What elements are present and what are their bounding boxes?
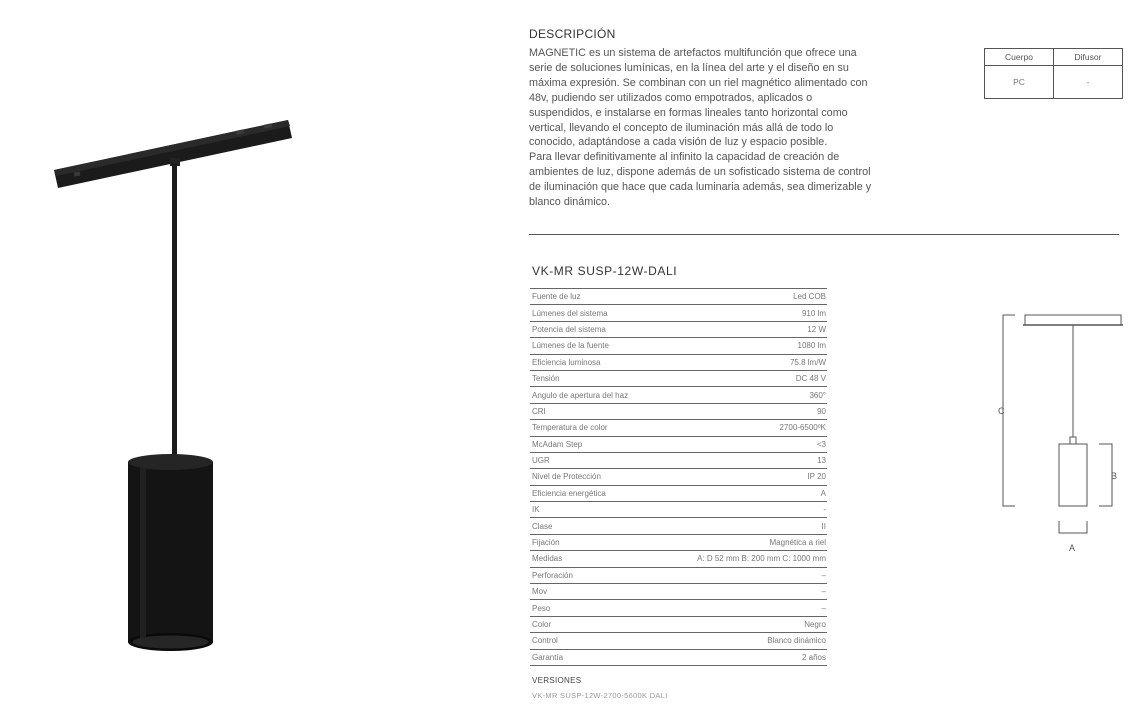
spec-row — [530, 633, 827, 649]
spec-value: 910 lm — [801, 308, 826, 318]
spec-row — [530, 584, 827, 600]
spec-label: Temperatura de color — [532, 423, 608, 433]
dimension-drawing — [995, 305, 1135, 565]
description-line: Para llevar definitivamente al infinito la capacidad de creación de — [529, 151, 840, 164]
spec-row — [530, 600, 827, 616]
spec-row — [530, 338, 827, 354]
description-line: 48v, pudiendo ser utilizados como empotrados, aplicados o — [529, 91, 813, 104]
spec-label: Potencia del sistema — [532, 324, 606, 334]
spec-label: Eficiencia luminosa — [532, 357, 601, 367]
pendant-cylinder — [128, 454, 213, 651]
spec-value: - — [823, 505, 826, 515]
spec-value: A: D 52 mm B: 200 mm C: 1000 mm — [697, 554, 826, 564]
spec-label: Peso — [532, 603, 551, 613]
drawing-track-adapter — [1025, 315, 1121, 325]
spec-label: Nivel de Protección — [532, 472, 601, 482]
spec-row — [530, 322, 827, 338]
versions-title: VERSIONES — [532, 676, 582, 685]
spec-value: 12 W — [807, 324, 826, 334]
spec-row — [530, 535, 827, 551]
spec-value: 360° — [809, 390, 826, 400]
suspension-rod — [172, 164, 177, 464]
section-divider — [529, 234, 1119, 235]
spec-row — [530, 305, 827, 321]
spec-value: 75.8 lm/W — [789, 357, 826, 367]
product-title: VK-MR SUSP-12W-DALI — [532, 264, 678, 278]
spec-row — [530, 453, 827, 469]
spec-row — [530, 371, 827, 387]
description-line: de iluminación que hace que cada luminaria además, sea dimerizable y — [529, 181, 872, 194]
material-table — [984, 48, 1123, 99]
spec-table — [530, 288, 827, 666]
spec-value: – — [821, 587, 826, 597]
spec-label: Mov — [532, 587, 548, 597]
spec-label: Clase — [532, 521, 553, 531]
spec-label: Tensión — [532, 374, 560, 384]
spec-label: CRI — [532, 406, 546, 416]
spec-row — [530, 437, 827, 453]
description-line: vertical, llevando el concepto de iluminación más allá de todo lo — [529, 121, 834, 134]
spec-row — [530, 387, 827, 403]
spec-label: Eficiencia energética — [532, 488, 606, 498]
spec-row — [530, 420, 827, 436]
spec-label: Angulo de apertura del haz — [532, 390, 629, 400]
spec-row — [530, 551, 827, 567]
spec-row — [530, 568, 827, 584]
spec-label: Lúmenes del sistema — [532, 308, 608, 318]
spec-value: Magnética a riel — [769, 538, 826, 548]
spec-value: 13 — [817, 456, 826, 466]
spec-value: – — [821, 570, 826, 580]
spec-value: Led COB — [793, 292, 826, 302]
spec-value: Blanco dinámico — [767, 636, 826, 646]
spec-value: 2700-6500ºK — [779, 423, 826, 433]
spec-row — [530, 502, 827, 518]
spec-value: II — [821, 521, 826, 531]
spec-row — [530, 486, 827, 502]
spec-value: A — [820, 488, 826, 498]
material-header-body: Cuerpo — [985, 49, 1054, 66]
spec-row — [530, 518, 827, 534]
spec-row — [530, 355, 827, 371]
spec-value: Negro — [804, 620, 826, 629]
dimension-label-c: C — [998, 406, 1005, 416]
spec-value: 2 años — [801, 652, 826, 662]
spec-label: Lúmenes de la fuente — [532, 341, 609, 351]
material-value-diffuser: - — [1054, 66, 1123, 99]
description-line: conocido, adaptándose a cada visión de luz y espacio posible. — [529, 136, 828, 149]
spec-label: Color — [532, 620, 552, 629]
spec-value: <3 — [816, 439, 826, 449]
dimension-c-bracket — [1003, 315, 1015, 506]
spec-row — [530, 469, 827, 485]
description-line: blanco dinámico. — [529, 196, 611, 209]
material-value-body: PC — [985, 66, 1054, 99]
spec-row — [530, 617, 827, 633]
spec-label: Control — [532, 636, 558, 646]
spec-label: Garantía — [532, 652, 564, 662]
spec-value: IP 20 — [807, 472, 826, 482]
product-image — [40, 110, 320, 670]
description-line: serie de soluciones lumínicas, en la línea del arte y el diseño en su — [529, 61, 849, 74]
spec-value: DC 48 V — [795, 374, 826, 384]
material-header-diffuser: Difusor — [1054, 49, 1123, 66]
dimension-label-b: B — [1111, 471, 1118, 481]
description-title: DESCRIPCIÓN — [529, 27, 616, 41]
description-body — [529, 46, 917, 210]
description-line: ambientes de luz, dispone además de un sofisticado sistema de control — [529, 166, 871, 179]
spec-row — [530, 650, 827, 666]
drawing-cylinder — [1059, 444, 1087, 506]
spec-row — [530, 404, 827, 420]
spec-value: 1080 lm — [797, 341, 826, 351]
spec-value: 90 — [817, 406, 826, 416]
spec-label: Fijación — [532, 538, 560, 548]
description-line: suspendidos, e instalarse en formas lineales tanto horizontal como — [529, 106, 848, 119]
dimension-a-bracket — [1059, 521, 1087, 533]
description-line: MAGNETIC es un sistema de artefactos multifunción que ofrece una — [529, 47, 857, 59]
spec-label: Perforación — [532, 570, 573, 580]
spec-label: UGR — [532, 456, 550, 466]
spec-label: Fuente de luz — [532, 292, 581, 302]
version-item: VK-MR SUSP-12W-2700-5600K DALI — [532, 691, 668, 700]
description-line: máxima expresión. Se combinan con un riel magnético alimentado con — [529, 76, 868, 89]
spec-label: IK — [532, 505, 540, 515]
spec-label: McAdam Step — [532, 439, 583, 449]
spec-label: Medidas — [532, 554, 563, 564]
spec-row — [530, 288, 827, 305]
spec-value: – — [821, 603, 826, 613]
dimension-label-a: A — [1069, 543, 1076, 553]
